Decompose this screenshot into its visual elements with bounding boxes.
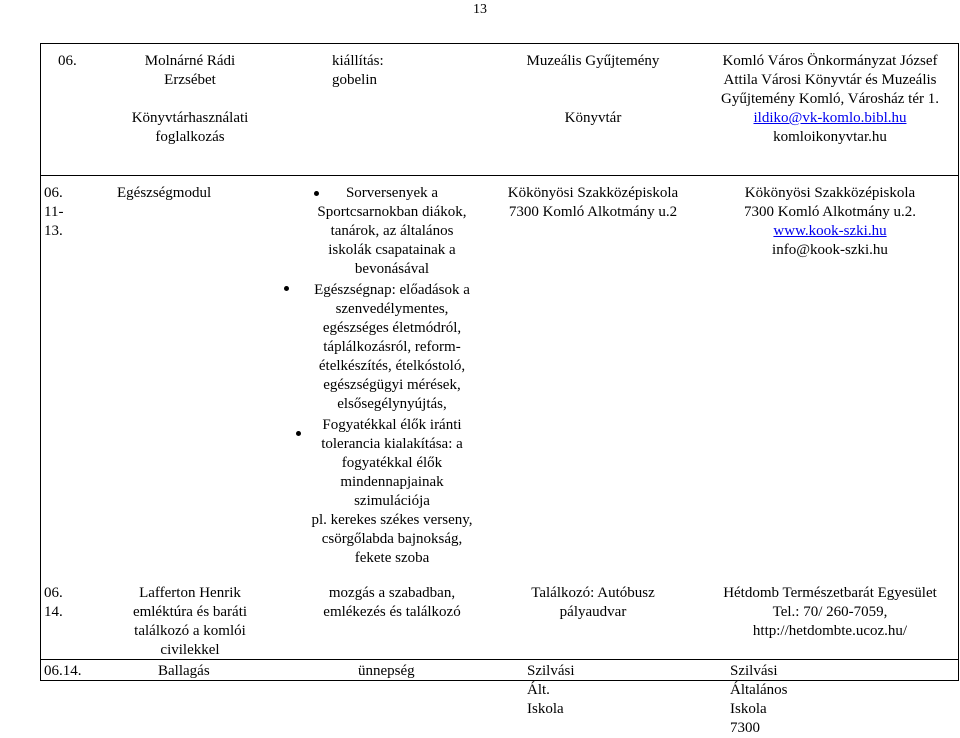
venue-cell: Szilvási Ált. Iskola <box>527 663 575 717</box>
organizer-cell: Lafferton Henrik emléktúra és baráti találkozó a komlói civilekkel <box>132 585 248 658</box>
web-text: komloikonyvtar.hu <box>773 129 887 145</box>
date-cell: 06. <box>58 53 77 69</box>
contact-cell: Hétdomb Természetbarát Egyesület Tel.: 70/ 260-7059, http://hetdombte.ucoz.hu/ <box>723 585 937 639</box>
program-cell: Sorversenyek a Sportcsarnokban diákok, tanárok, az általános iskolák csapatainak a bevonásával Egészségnap: előadások a szenvedélymentes, egészséges életmódról, táplálkozásról, reform- ételkészítés, ételkóstoló, egészségügyi mérések, elsősegélynyújtás, Fogyatékkal élők iránti tolerancia kialakítása: a fogyatékkal élők mindennapjainak szimulációja pl. kerekes székes verseny, csörgőlabda bajnokság, fekete szoba <box>292 184 492 568</box>
venue-cell: Kökönyösi Szakközépiskola 7300 Komló Alkotmány u.2 <box>507 185 679 220</box>
venue-cell: Muzeális Gyűjtemény Könyvtár <box>526 53 660 126</box>
page-number: 13 <box>473 2 487 17</box>
program-cell: kiállítás: gobelin <box>332 53 384 88</box>
venue-cell: Találkozó: Autóbusz pályaudvar <box>531 585 655 620</box>
program-cell: ünnepség <box>358 663 415 679</box>
table-border-top <box>40 43 959 44</box>
table-border-left <box>40 43 41 681</box>
email-text: info@kook-szki.hu <box>772 242 888 258</box>
date-cell: 06. 11-13. <box>44 185 64 239</box>
row-divider <box>40 175 959 176</box>
bullet-icon <box>296 431 301 436</box>
date-cell: 06.14. <box>44 663 82 679</box>
program-cell: mozgás a szabadban, emlékezés és találkozó <box>323 585 461 620</box>
date-cell: 06. 14. <box>44 585 63 620</box>
email-link[interactable]: ildiko@vk-komlo.bibl.hu <box>753 110 907 126</box>
organizer-cell: Egészségmodul <box>117 185 212 201</box>
contact-cell: Kökönyösi Szakközépiskola 7300 Komló Alkotmány u.2. www.kook-szki.hu info@kook-szki.hu <box>700 184 960 260</box>
contact-cell: Szilvási Általános Iskola 7300 <box>730 663 788 736</box>
web-link[interactable]: www.kook-szki.hu <box>773 223 887 239</box>
organizer-cell: Ballagás <box>158 663 210 679</box>
organizer-cell: Molnárné Rádi Erzsébet Könyvtárhasználati foglalkozás <box>131 53 249 145</box>
bullet-icon <box>314 191 319 196</box>
bullet-icon <box>284 286 289 291</box>
contact-cell: Komló Város Önkormányzat József Attila Városi Könyvtár és Muzeális Gyűjtemény Komló, Városház tér 1. ildiko@vk-komlo.bibl.hu komloikonyvtar.hu <box>700 52 960 147</box>
